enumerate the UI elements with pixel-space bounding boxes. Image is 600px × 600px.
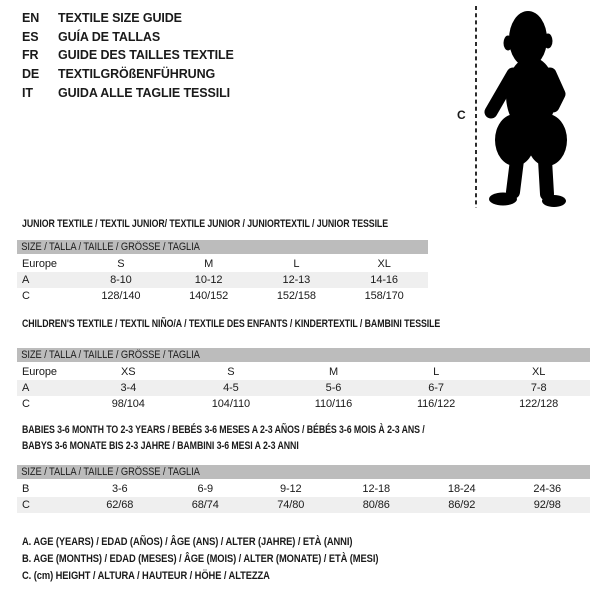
cell: 80/86 bbox=[362, 499, 390, 511]
size-header-bar bbox=[17, 348, 590, 362]
row-label: A bbox=[22, 382, 30, 394]
language-title-list bbox=[22, 9, 234, 102]
cell: 10-12 bbox=[194, 274, 223, 286]
cell: 116/122 bbox=[416, 398, 456, 410]
children-table-rows bbox=[17, 364, 590, 412]
table-row-age-years bbox=[17, 380, 590, 396]
size-header-bar bbox=[17, 240, 428, 254]
cell: 12-18 bbox=[362, 483, 391, 495]
cell: 62/68 bbox=[106, 499, 134, 511]
junior-table-rows bbox=[17, 256, 428, 304]
size-header-bar bbox=[17, 465, 590, 479]
language-row-fr bbox=[22, 46, 234, 65]
cell: 92/98 bbox=[533, 499, 561, 511]
guide-title-en: TEXTILE SIZE GUIDE bbox=[58, 11, 182, 26]
row-label: C bbox=[22, 398, 30, 410]
cell: 110/116 bbox=[314, 398, 353, 410]
note-age-years: A. AGE (YEARS) / EDAD (AÑOS) / ÂGE (ANS) / ALTER (JAHRE) / ETÀ (ANNI) bbox=[22, 536, 353, 548]
cell: 140/152 bbox=[189, 290, 229, 302]
note-age-months: B. AGE (MONTHS) / EDAD (MESES) / ÂGE (MOIS) / ALTER (MONATE) / ETÀ (MESI) bbox=[22, 553, 379, 565]
cell: 7-8 bbox=[530, 382, 547, 394]
height-measure-label: C bbox=[457, 108, 466, 122]
cell: M bbox=[204, 258, 214, 270]
babies-table-title-line1: BABIES 3-6 MONTH TO 2-3 YEARS / BEBÉS 3-6 MESES A 2-3 AÑOS / BÉBÉS 3-6 MOIS À 2-3 ANS / bbox=[22, 424, 425, 436]
language-code: DE bbox=[22, 67, 40, 82]
row-label: A bbox=[22, 274, 30, 286]
table-row-europe bbox=[17, 256, 428, 272]
cell: L bbox=[293, 258, 300, 270]
cell: 6-7 bbox=[428, 382, 444, 394]
cell: 68/74 bbox=[191, 499, 219, 511]
language-code: EN bbox=[22, 11, 40, 26]
cell: 6-9 bbox=[197, 483, 214, 495]
cell: S bbox=[227, 366, 235, 378]
cell: XS bbox=[121, 366, 136, 378]
cell: 122/128 bbox=[519, 398, 559, 410]
row-label: C bbox=[22, 499, 30, 511]
children-table-title: CHILDREN'S TEXTILE / TEXTIL NIÑO/A / TEXTILE DES ENFANTS / KINDERTEXTIL / BAMBINI TESSILE bbox=[22, 318, 441, 330]
legend-notes bbox=[22, 536, 441, 587]
cell: S bbox=[117, 258, 125, 270]
cell: XL bbox=[532, 366, 546, 378]
size-header-label: SIZE / TALLA / TAILLE / GRÖSSE / TAGLIA bbox=[21, 466, 200, 478]
table-row-age-years bbox=[17, 272, 428, 288]
cell: 3-4 bbox=[120, 382, 137, 394]
table-row-europe bbox=[17, 364, 590, 380]
cell: M bbox=[328, 366, 339, 378]
table-row-height-cm bbox=[17, 288, 428, 304]
cell: 98/104 bbox=[111, 398, 145, 410]
guide-title-it: GUIDA ALLE TAGLIE TESSILI bbox=[58, 85, 231, 100]
language-code: ES bbox=[22, 29, 39, 44]
language-row-it bbox=[22, 83, 234, 102]
cell: 3-6 bbox=[111, 483, 128, 495]
cell: 158/170 bbox=[364, 290, 404, 302]
cell: 12-13 bbox=[282, 274, 311, 286]
row-label: Europe bbox=[22, 258, 57, 270]
row-label: B bbox=[22, 483, 30, 495]
cell: 152/158 bbox=[276, 290, 316, 302]
language-row-de bbox=[22, 65, 234, 84]
babies-table-title-line2: BABYS 3-6 MONATE BIS 2-3 JAHRE / BAMBINI 3-6 MESI A 2-3 ANNI bbox=[22, 440, 299, 452]
cell: 74/80 bbox=[277, 499, 305, 511]
cell: XL bbox=[377, 258, 391, 270]
cell: 4-5 bbox=[223, 382, 239, 394]
babies-table-rows bbox=[17, 481, 590, 513]
table-row-height-cm bbox=[17, 396, 590, 412]
row-label: Europe bbox=[22, 366, 57, 378]
note-height-cm: C. (cm) HEIGHT / ALTURA / HAUTEUR / HÖHE / ALTEZZA bbox=[22, 570, 270, 582]
cell: 128/140 bbox=[101, 290, 141, 302]
language-row-en bbox=[22, 9, 234, 28]
cell: L bbox=[433, 366, 440, 378]
language-row-es bbox=[22, 28, 234, 47]
language-code: FR bbox=[22, 48, 39, 63]
junior-table-title: JUNIOR TEXTILE / TEXTIL JUNIOR/ TEXTILE JUNIOR / JUNIORTEXTIL / JUNIOR TESSILE bbox=[22, 218, 389, 230]
language-code: IT bbox=[22, 85, 33, 100]
size-header-label: SIZE / TALLA / TAILLE / GRÖSSE / TAGLIA bbox=[21, 349, 200, 361]
cell: 9-12 bbox=[279, 483, 302, 495]
child-silhouette-figure bbox=[455, 2, 600, 212]
guide-title-de: TEXTILGRÖßENFÜHRUNG bbox=[58, 67, 216, 82]
cell: 86/92 bbox=[448, 499, 476, 511]
cell: 18-24 bbox=[447, 483, 476, 495]
row-label: C bbox=[22, 290, 30, 302]
table-row-height-cm bbox=[17, 497, 590, 513]
guide-title-es: GUÍA DE TALLAS bbox=[58, 29, 161, 44]
cell: 14-16 bbox=[370, 274, 398, 286]
child-silhouette bbox=[489, 11, 567, 207]
size-header-label: SIZE / TALLA / TAILLE / GRÖSSE / TAGLIA bbox=[21, 241, 200, 253]
guide-title-fr: GUIDE DES TAILLES TEXTILE bbox=[58, 48, 234, 63]
cell: 5-6 bbox=[325, 382, 342, 394]
cell: 24-36 bbox=[533, 483, 562, 495]
cell: 104/110 bbox=[211, 398, 251, 410]
table-row-age-months bbox=[17, 481, 590, 497]
cell: 8-10 bbox=[110, 274, 132, 286]
